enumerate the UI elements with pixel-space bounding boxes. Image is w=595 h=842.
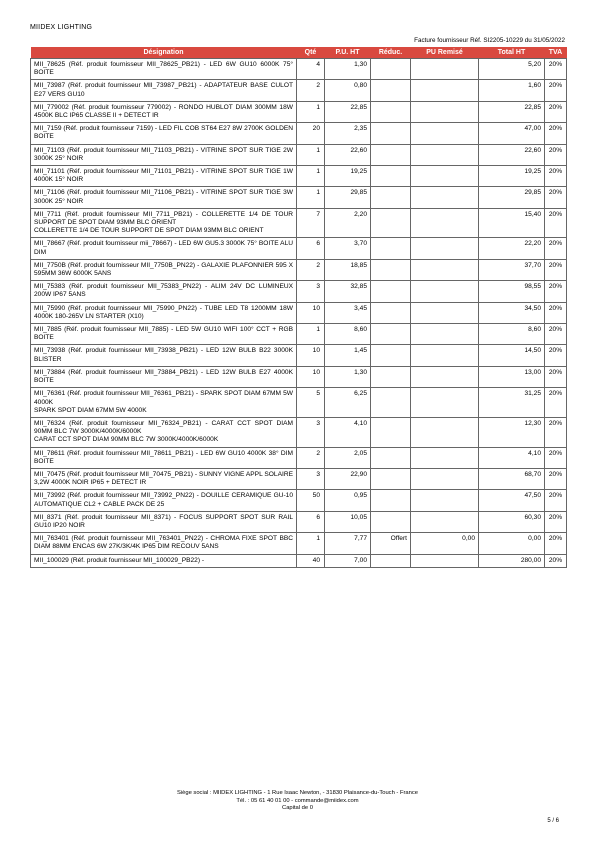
cell-pu-ht: 0,95	[325, 490, 371, 511]
table-row	[31, 59, 567, 80]
cell-pu-remise	[411, 238, 479, 259]
cell-pu-ht: 18,85	[325, 259, 371, 280]
cell-total-ht: 1,60	[479, 80, 545, 101]
cell-total-ht: 34,50	[479, 302, 545, 323]
cell-tva: 20%	[545, 238, 567, 259]
cell-total-ht: 13,00	[479, 366, 545, 387]
cell-qte: 1	[297, 533, 325, 554]
cell-pu-remise	[411, 187, 479, 208]
cell-designation: MII_7750B (Réf. produit fournisseur MII_7750B_PN22) - GALAXIE PLAFONNIER 595 X 595MM 36W 6000K 5ANS	[31, 259, 297, 280]
cell-pu-ht: 1,45	[325, 345, 371, 366]
cell-reduc	[371, 417, 411, 447]
cell-tva: 20%	[545, 259, 567, 280]
cell-pu-ht: 3,45	[325, 302, 371, 323]
cell-pu-ht: 3,70	[325, 238, 371, 259]
cell-pu-remise	[411, 554, 479, 567]
cell-total-ht: 0,00	[479, 533, 545, 554]
table-row	[31, 101, 567, 122]
cell-pu-remise	[411, 324, 479, 345]
table-row	[31, 468, 567, 489]
cell-tva: 20%	[545, 468, 567, 489]
cell-designation: MII_73987 (Réf. produit fournisseur MII_73987_PB21) - ADAPTATEUR BASE CULOT E27 VERS GU10	[31, 80, 297, 101]
cell-pu-ht: 6,25	[325, 388, 371, 418]
cell-pu-ht: 8,60	[325, 324, 371, 345]
table-row	[31, 187, 567, 208]
cell-total-ht: 15,40	[479, 208, 545, 238]
cell-total-ht: 22,85	[479, 101, 545, 122]
cell-total-ht: 47,50	[479, 490, 545, 511]
cell-tva: 20%	[545, 123, 567, 144]
col-header-reduc: Réduc.	[371, 47, 411, 59]
cell-pu-remise	[411, 123, 479, 144]
cell-reduc	[371, 187, 411, 208]
cell-reduc	[371, 144, 411, 165]
cell-tva: 20%	[545, 187, 567, 208]
invoice-lines-table	[30, 47, 567, 568]
cell-tva: 20%	[545, 166, 567, 187]
table-row	[31, 388, 567, 418]
cell-designation: MII_779002 (Réf. produit fournisseur 779002) - RONDO HUBLOT DIAM 300MM 18W 4500K BLC IP65 CLASSE II + DETECT IR	[31, 101, 297, 122]
cell-qte: 3	[297, 468, 325, 489]
cell-pu-ht: 22,90	[325, 468, 371, 489]
cell-pu-ht: 1,30	[325, 59, 371, 80]
cell-pu-remise	[411, 345, 479, 366]
cell-designation: MII_71106 (Réf. produit fournisseur MII_71106_PB21) - VITRINE SPOT SUR TIGE 3W 3000K 25° NOIR	[31, 187, 297, 208]
col-header-pu-ht: P.U. HT	[325, 47, 371, 59]
cell-designation: MII_78667 (Réf. produit fournisseur mii_78667) - LED 6W GU5.3 3000K 75° BOITE ALU DIM	[31, 238, 297, 259]
table-row	[31, 366, 567, 387]
cell-pu-ht: 0,80	[325, 80, 371, 101]
cell-designation: MII_73938 (Réf. produit fournisseur MII_73938_PB21) - LED 12W BULB B22 3000K BLISTER	[31, 345, 297, 366]
company-name: MIIDEX LIGHTING	[30, 24, 93, 31]
cell-pu-remise	[411, 511, 479, 532]
cell-pu-ht: 22,85	[325, 101, 371, 122]
cell-reduc	[371, 259, 411, 280]
cell-qte: 10	[297, 302, 325, 323]
cell-qte: 1	[297, 144, 325, 165]
cell-qte: 4	[297, 59, 325, 80]
cell-pu-remise	[411, 447, 479, 468]
cell-qte: 2	[297, 447, 325, 468]
cell-qte: 1	[297, 187, 325, 208]
cell-tva: 20%	[545, 447, 567, 468]
cell-pu-remise	[411, 101, 479, 122]
table-header-row	[31, 47, 567, 59]
cell-qte: 1	[297, 101, 325, 122]
cell-designation: MII_100029 (Réf. produit fournisseur MII_100029_PB22) -	[31, 554, 297, 567]
cell-designation: MII_73884 (Réf. produit fournisseur MII_73884_PB21) - LED 12W BULB E27 4000K BOITE	[31, 366, 297, 387]
cell-pu-remise	[411, 144, 479, 165]
cell-reduc	[371, 468, 411, 489]
cell-qte: 2	[297, 80, 325, 101]
cell-reduc	[371, 511, 411, 532]
cell-pu-ht: 1,30	[325, 366, 371, 387]
cell-tva: 20%	[545, 345, 567, 366]
cell-designation: MII_8371 (Réf. produit fournisseur MII_8371) - FOCUS SUPPORT SPOT SUR RAIL GU10 IP20 NOIR	[31, 511, 297, 532]
table-row	[31, 302, 567, 323]
table-row	[31, 166, 567, 187]
cell-reduc	[371, 490, 411, 511]
cell-total-ht: 68,70	[479, 468, 545, 489]
cell-pu-ht: 2,35	[325, 123, 371, 144]
cell-pu-remise	[411, 417, 479, 447]
cell-reduc	[371, 123, 411, 144]
cell-qte: 1	[297, 166, 325, 187]
cell-reduc	[371, 101, 411, 122]
cell-reduc	[371, 238, 411, 259]
cell-tva: 20%	[545, 554, 567, 567]
cell-qte: 3	[297, 417, 325, 447]
col-header-qte: Qté	[297, 47, 325, 59]
cell-qte: 6	[297, 511, 325, 532]
table-row	[31, 144, 567, 165]
cell-pu-remise	[411, 366, 479, 387]
cell-reduc	[371, 80, 411, 101]
cell-pu-remise	[411, 59, 479, 80]
cell-qte: 20	[297, 123, 325, 144]
cell-reduc	[371, 366, 411, 387]
cell-pu-remise	[411, 80, 479, 101]
table-row	[31, 259, 567, 280]
table-row	[31, 345, 567, 366]
invoice-reference: Facture fournisseur Réf. SI2205-10229 du 31/05/2022	[414, 37, 565, 44]
cell-pu-remise	[411, 388, 479, 418]
cell-reduc	[371, 324, 411, 345]
cell-tva: 20%	[545, 324, 567, 345]
cell-reduc	[371, 302, 411, 323]
cell-tva: 20%	[545, 80, 567, 101]
footer-capital: Capital de 0	[282, 805, 313, 811]
cell-qte: 10	[297, 366, 325, 387]
table-row	[31, 533, 567, 554]
cell-total-ht: 14,50	[479, 345, 545, 366]
cell-designation: MII_7885 (Réf. produit fournisseur MII_7885) - LED 5W GU10 WIFI 100° CCT + RGB BOITE	[31, 324, 297, 345]
cell-reduc: Offert	[371, 533, 411, 554]
cell-qte: 7	[297, 208, 325, 238]
cell-pu-ht: 19,25	[325, 166, 371, 187]
table-row	[31, 417, 567, 447]
cell-total-ht: 98,55	[479, 281, 545, 302]
table-row	[31, 123, 567, 144]
cell-designation: MII_75383 (Réf. produit fournisseur MII_75383_PN22) - ALIM 24V DC LUMINEUX 200W IP67 5ANS	[31, 281, 297, 302]
cell-qte: 2	[297, 259, 325, 280]
cell-tva: 20%	[545, 511, 567, 532]
table-row	[31, 511, 567, 532]
cell-tva: 20%	[545, 366, 567, 387]
cell-designation: MII_7159 (Réf. produit fournisseur 7159) - LED FIL COB ST64 E27 8W 2700K GOLDEN BOITE	[31, 123, 297, 144]
cell-designation: MII_78625 (Réf. produit fournisseur MII_78625_PB21) - LED 6W GU10 6000K 75° BOITE	[31, 59, 297, 80]
cell-pu-ht: 22,60	[325, 144, 371, 165]
cell-qte: 50	[297, 490, 325, 511]
cell-designation: MII_70475 (Réf. produit fournisseur MII_70475_PB21) - SUNNY VIGNE APPL SOLAIRE 3,2W 4000K NOIR IP65 + DETECT IR	[31, 468, 297, 489]
cell-total-ht: 4,10	[479, 447, 545, 468]
cell-total-ht: 22,60	[479, 144, 545, 165]
cell-tva: 20%	[545, 533, 567, 554]
col-header-tva: TVA	[545, 47, 567, 59]
cell-total-ht: 22,20	[479, 238, 545, 259]
cell-total-ht: 5,20	[479, 59, 545, 80]
cell-designation: MII_71101 (Réf. produit fournisseur MII_71101_PB21) - VITRINE SPOT SUR TIGE 1W 4000K 15° NOIR	[31, 166, 297, 187]
cell-tva: 20%	[545, 388, 567, 418]
cell-reduc	[371, 447, 411, 468]
cell-total-ht: 280,00	[479, 554, 545, 567]
cell-total-ht: 37,70	[479, 259, 545, 280]
cell-total-ht: 8,60	[479, 324, 545, 345]
table-row	[31, 80, 567, 101]
cell-designation: MII_76324 (Réf. produit fournisseur MII_76324_PB21) - CARAT CCT SPOT DIAM 90MM BLC 7W 3000K/4000K/6000K CARAT CCT SPOT DIAM 90MM BLC 7W 3000K/4000K/6000K	[31, 417, 297, 447]
cell-total-ht: 29,85	[479, 187, 545, 208]
cell-pu-remise	[411, 490, 479, 511]
table-row	[31, 490, 567, 511]
cell-total-ht: 19,25	[479, 166, 545, 187]
cell-total-ht: 31,25	[479, 388, 545, 418]
cell-pu-ht: 2,20	[325, 208, 371, 238]
page-number: 5 / 6	[547, 818, 559, 824]
table-row	[31, 238, 567, 259]
cell-designation: MII_76361 (Réf. produit fournisseur MII_76361_PB21) - SPARK SPOT DIAM 67MM 5W 4000K SPARK SPOT DIAM 67MM 5W 4000K	[31, 388, 297, 418]
col-header-total-ht: Total HT	[479, 47, 545, 59]
cell-total-ht: 12,30	[479, 417, 545, 447]
col-header-designation: Désignation	[31, 47, 297, 59]
cell-pu-ht: 10,05	[325, 511, 371, 532]
table-row	[31, 554, 567, 567]
cell-reduc	[371, 281, 411, 302]
cell-tva: 20%	[545, 490, 567, 511]
footer	[0, 790, 595, 813]
cell-qte: 40	[297, 554, 325, 567]
cell-qte: 5	[297, 388, 325, 418]
cell-pu-remise	[411, 166, 479, 187]
cell-tva: 20%	[545, 144, 567, 165]
table-row	[31, 208, 567, 238]
cell-designation: MII_78611 (Réf. produit fournisseur MII_78611_PB21) - LED 6W GU10 4000K 38° DIM BOITE	[31, 447, 297, 468]
cell-tva: 20%	[545, 59, 567, 80]
footer-contact: Tél. : 05 61 40 01 00 - commande@miidex.com	[236, 797, 359, 804]
cell-reduc	[371, 166, 411, 187]
cell-pu-ht: 7,00	[325, 554, 371, 567]
cell-designation: MII_71103 (Réf. produit fournisseur MII_71103_PB21) - VITRINE SPOT SUR TIGE 2W 3000K 25° NOIR	[31, 144, 297, 165]
table-body	[31, 59, 567, 568]
cell-designation: MII_75990 (Réf. produit fournisseur MII_75990_PN22) - TUBE LED T8 1200MM 18W 4000K 180-265V LN STARTER (X10)	[31, 302, 297, 323]
cell-tva: 20%	[545, 208, 567, 238]
cell-reduc	[371, 345, 411, 366]
table-row	[31, 281, 567, 302]
cell-tva: 20%	[545, 101, 567, 122]
cell-pu-ht: 32,85	[325, 281, 371, 302]
cell-reduc	[371, 208, 411, 238]
cell-qte: 10	[297, 345, 325, 366]
cell-pu-ht: 4,10	[325, 417, 371, 447]
cell-tva: 20%	[545, 302, 567, 323]
cell-pu-ht: 2,05	[325, 447, 371, 468]
cell-reduc	[371, 59, 411, 80]
cell-qte: 1	[297, 324, 325, 345]
cell-qte: 6	[297, 238, 325, 259]
cell-pu-remise	[411, 281, 479, 302]
cell-pu-ht: 7,77	[325, 533, 371, 554]
cell-reduc	[371, 388, 411, 418]
cell-qte: 3	[297, 281, 325, 302]
cell-pu-remise	[411, 468, 479, 489]
cell-pu-remise: 0,00	[411, 533, 479, 554]
cell-designation: MII_7711 (Réf. produit fournisseur MII_7711_PB21) - COLLERETTE 1/4 DE TOUR SUPPORT DE SPOT DIAM 93MM BLC ORIENT COLLERETTE 1/4 DE TOUR SUPPORT DE SPOT DIAM 93MM BLC ORIENT	[31, 208, 297, 238]
footer-address: Siège social : MIIDEX LIGHTING - 1 Rue Isaac Newton, - 31830 Plaisance-du-Touch - France	[177, 790, 418, 796]
cell-designation: MII_763401 (Réf. produit fournisseur MII_763401_PN22) - CHROMA FIXE SPOT BBC DIAM 88MM ENCAS 6W 27K/3K/4K IP65 DIM RECOUV 5ANS	[31, 533, 297, 554]
col-header-pu-remise: PU Remisé	[411, 47, 479, 59]
cell-pu-remise	[411, 208, 479, 238]
table-row	[31, 447, 567, 468]
cell-reduc	[371, 554, 411, 567]
cell-pu-ht: 29,85	[325, 187, 371, 208]
cell-tva: 20%	[545, 281, 567, 302]
cell-total-ht: 60,30	[479, 511, 545, 532]
cell-designation: MII_73992 (Réf. produit fournisseur MII_73992_PN22) - DOUILLE CERAMIQUE GU-10 AUTOMATIQUE CL2 + CABLE PACK DE 25	[31, 490, 297, 511]
table-row	[31, 324, 567, 345]
cell-pu-remise	[411, 259, 479, 280]
cell-tva: 20%	[545, 417, 567, 447]
cell-pu-remise	[411, 302, 479, 323]
cell-total-ht: 47,00	[479, 123, 545, 144]
